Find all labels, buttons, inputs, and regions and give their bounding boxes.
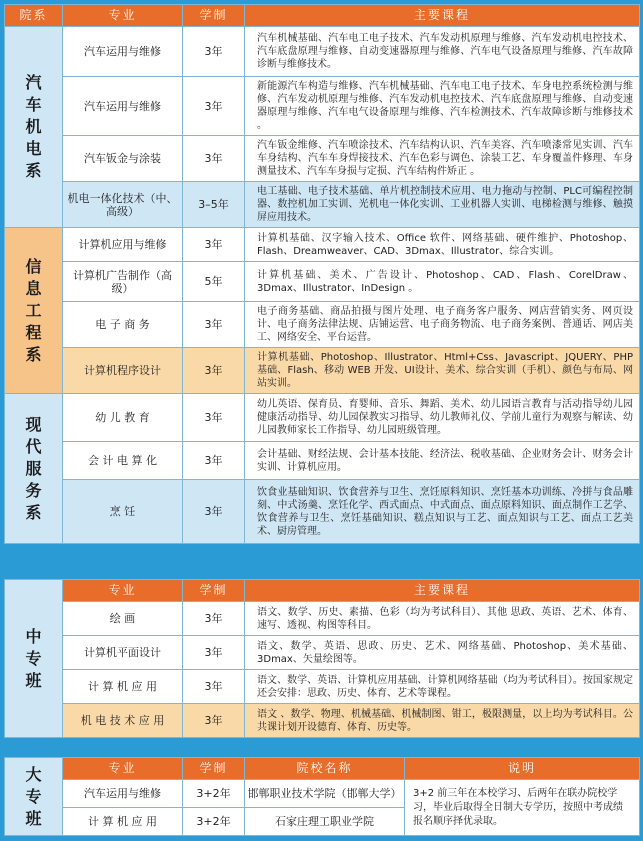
table-row <box>5 262 640 302</box>
table-row <box>5 704 640 738</box>
zhongzhuan-name-char: 班 <box>25 670 42 690</box>
dazhuan-table <box>4 757 640 836</box>
note-cell: 3+2 前三年在本校学习、后两年在联办院校学习，毕业后取得全日制大专学历，按照中考成绩报名顺序择优录取。 <box>405 780 640 836</box>
dept-name-char: 务 <box>25 480 42 500</box>
major-cell: 计算机程序设计 <box>63 348 183 394</box>
major-cell: 计 算 机 应 用 <box>63 808 183 836</box>
major-cell: 汽车运用与维修 <box>63 27 183 77</box>
zhongzhuan-name <box>5 580 63 738</box>
zhongzhuan-header-row <box>5 580 640 602</box>
major-cell: 汽车钣金与涂装 <box>63 136 183 182</box>
table-row <box>5 394 640 442</box>
years-cell: 3年 <box>183 348 245 394</box>
major-cell: 计 算 机 应 用 <box>63 670 183 704</box>
years-cell: 3年 <box>183 442 245 480</box>
zhongzhuan-name-char: 专 <box>25 648 42 668</box>
school-cell: 邯郸职业技术学院（邯郸大学） <box>245 780 405 808</box>
dept-name-char: 系 <box>25 344 42 364</box>
years-cell: 3年 <box>183 136 245 182</box>
dept-name-char: 机 <box>25 117 42 136</box>
dept-name-char: 程 <box>25 322 42 342</box>
header-courses: 主要课程 <box>245 580 640 602</box>
course-cell: 新能源汽车构造与维修、汽车机械基础、汽车电工电子技术、车身电控系统检测与维修、汽车发动机原理与维修、汽车发动机电控技术、汽车底盘原理与维修、自动变速器原理与维修、汽车电气设备原理与维修、汽车检测技术、汽车故障诊断与维修技术 。 <box>245 77 640 136</box>
major-cell: 计算机平面设计 <box>63 636 183 670</box>
major-cell: 计算机应用与维修 <box>63 228 183 262</box>
header-years: 学制 <box>183 758 245 780</box>
course-cell: 计算机基础、Photoshop、Illustrator、Html+Css、Javascript、JQUERY、PHP基础、Flash、移动 WEB 开发、UI设计、美术、综合实训（手机）、颜色与布局、网站实训。 <box>245 348 640 394</box>
table-row <box>5 182 640 228</box>
years-cell: 3年 <box>183 704 245 738</box>
school-cell: 石家庄理工职业学院 <box>245 808 405 836</box>
header-dept: 院系 <box>5 5 63 27</box>
table-row <box>5 27 640 77</box>
header-years: 学制 <box>183 5 245 27</box>
years-cell: 3年 <box>183 670 245 704</box>
header-major: 专业 <box>63 580 183 602</box>
header-note: 说明 <box>405 758 640 780</box>
course-cell: 语文、数学、历史、素描、色彩（均为考试科目）、其他 思政、英语、艺术、体育、速写、透视、构图等科目。 <box>245 602 640 636</box>
major-cell: 电 子 商 务 <box>63 302 183 348</box>
dazhuan-name-char: 大 <box>25 764 42 784</box>
dept-name <box>5 27 63 228</box>
zhongzhuan-name-char: 中 <box>25 626 42 646</box>
dept-name-char: 服 <box>25 458 42 478</box>
table-header-row <box>5 5 640 27</box>
dept-name-char: 车 <box>25 95 42 114</box>
header-major: 专业 <box>63 758 183 780</box>
years-cell: 3年 <box>183 602 245 636</box>
table-row <box>5 442 640 480</box>
major-cell: 汽车运用与维修 <box>63 780 183 808</box>
course-cell: 计算机基础、美术、广告设计、Photoshop、CAD、Flash、CorelDraw、3Dmax、Illustrator、InDesign 。 <box>245 262 640 302</box>
dept-name-char: 息 <box>25 278 42 298</box>
dept-name <box>5 394 63 544</box>
dazhuan-header-row <box>5 758 640 780</box>
header-courses: 主要课程 <box>245 5 640 27</box>
years-cell: 3年 <box>183 77 245 136</box>
course-cell: 语文、数学、英语、思政、历史、艺术、网络基础、Photoshop、美术基础、3Dmax、矢量绘图等。 <box>245 636 640 670</box>
dept-name-char: 现 <box>25 414 42 434</box>
dept-name <box>5 228 63 394</box>
years-cell: 3年 <box>183 636 245 670</box>
course-cell: 电子商务基础、商品拍摄与图片处理、电子商务客户服务、网店营销实务、网页设计、电子商务法律法规、店铺运营、电子商务物流、电子商务案例、普通话、网店美工、网络安全、平台运营。 <box>245 302 640 348</box>
course-cell: 汽车机械基础、汽车电工电子技术、汽车发动机原理与维修、汽车发动机电控技术、汽车底盘原理与维修、自动变速器原理与维修、汽车电气设备原理与维修、汽车故障诊断与维修技术。 <box>245 27 640 77</box>
dept-name-char: 电 <box>25 139 42 158</box>
dept-name-char: 工 <box>25 300 42 320</box>
major-cell: 汽车运用与维修 <box>63 77 183 136</box>
major-cell: 计算机广告制作（高级） <box>63 262 183 302</box>
table-row <box>5 636 640 670</box>
table-row <box>5 348 640 394</box>
dept-name-char: 信 <box>25 256 42 276</box>
table-row <box>5 670 640 704</box>
header-years: 学制 <box>183 580 245 602</box>
years-cell: 3年 <box>183 302 245 348</box>
table-row <box>5 602 640 636</box>
table-row <box>5 228 640 262</box>
years-cell: 5年 <box>183 262 245 302</box>
years-cell: 3年 <box>183 27 245 77</box>
course-cell: 幼儿英语、保育员、育婴师、音乐、舞蹈、美术、幼儿园语言教育与活动指导幼儿园健康活动指导、幼儿园保教实习指导、幼儿教师礼仪、学前儿童行为观察与解读、幼儿园教师家长工作指导、幼儿园班级管理。 <box>245 394 640 442</box>
years-cell: 3+2年 <box>183 780 245 808</box>
table-row <box>5 136 640 182</box>
major-cell: 烹 饪 <box>63 480 183 544</box>
course-cell: 汽车钣金维修、汽车喷涂技术、汽车结构认识、汽车美容、汽车喷漆常见实训、汽车车身结构、汽车车身焊接技术、汽车色彩与调色、涂装工艺、车身覆盖件修理、车身测量技术、汽车车身损与定损、汽车结构件矫正 。 <box>245 136 640 182</box>
table-row <box>5 480 640 544</box>
years-cell: 3年 <box>183 228 245 262</box>
dept-name-char: 系 <box>25 502 42 522</box>
course-cell: 会计基础、财经法规、会计基本技能、经济法、税收基础、企业财务会计、财务会计实训、计算机应用。 <box>245 442 640 480</box>
course-cell: 计算机基础、汉字输入技术、Office 软件、网络基础、硬件维护、Photoshop、Flash、Dreamweaver、CAD、3Dmax、Illustrator、综合实训。 <box>245 228 640 262</box>
table-row <box>5 302 640 348</box>
dept-name-char: 代 <box>25 436 42 456</box>
course-cell: 语文、数学、英语、计算机应用基础、计算机网络基础（均为考试科目）。按国家规定还会安排：思政、历史、体育、艺术等课程。 <box>245 670 640 704</box>
departments-table <box>4 4 640 544</box>
zhongzhuan-table <box>4 579 640 738</box>
years-cell: 3年 <box>183 394 245 442</box>
dazhuan-name-char: 专 <box>25 786 42 806</box>
major-cell: 机 电 技 术 应 用 <box>63 704 183 738</box>
major-cell: 会 计 电 算 化 <box>63 442 183 480</box>
years-cell: 3+2年 <box>183 808 245 836</box>
major-cell: 机电一体化技术（中、高级） <box>63 182 183 228</box>
dept-name-char: 系 <box>25 161 42 180</box>
major-cell: 绘 画 <box>63 602 183 636</box>
table-row <box>5 77 640 136</box>
years-cell: 3年 <box>183 480 245 544</box>
dazhuan-name-char: 班 <box>25 808 42 828</box>
major-cell: 幼 儿 教 育 <box>63 394 183 442</box>
course-cell: 饮食业基础知识、饮食营养与卫生、烹饪原料知识、烹饪基本功训练、冷拼与食品雕刻、中式汤羹、烹饪化学、西式面点、中式面点、面点原料知识、面点制作工艺学、饮食营养与卫生、烹饪基础知识、糕点知识与工艺、面点知识与工艺、面点工艺美术、厨房管理。 <box>245 480 640 544</box>
course-cell: 语文 、数学、物理、机械基础、机械制图、钳工，极限测量，以上均为考试科目。公共课计划开设德育、体育、历史等。 <box>245 704 640 738</box>
course-cell: 电工基础、电子技术基础、单片机控制技术应用、电力拖动与控制、PLC可编程控制器、数控机加工实训、光机电一体化实训、工业机器人实训、电梯检测与维修、触摸屏应用技术。 <box>245 182 640 228</box>
dept-name-char: 汽 <box>25 73 42 92</box>
header-major: 专业 <box>63 5 183 27</box>
dazhuan-name <box>5 758 63 836</box>
table-row <box>5 780 640 808</box>
header-school: 院校名称 <box>245 758 405 780</box>
years-cell: 3–5年 <box>183 182 245 228</box>
